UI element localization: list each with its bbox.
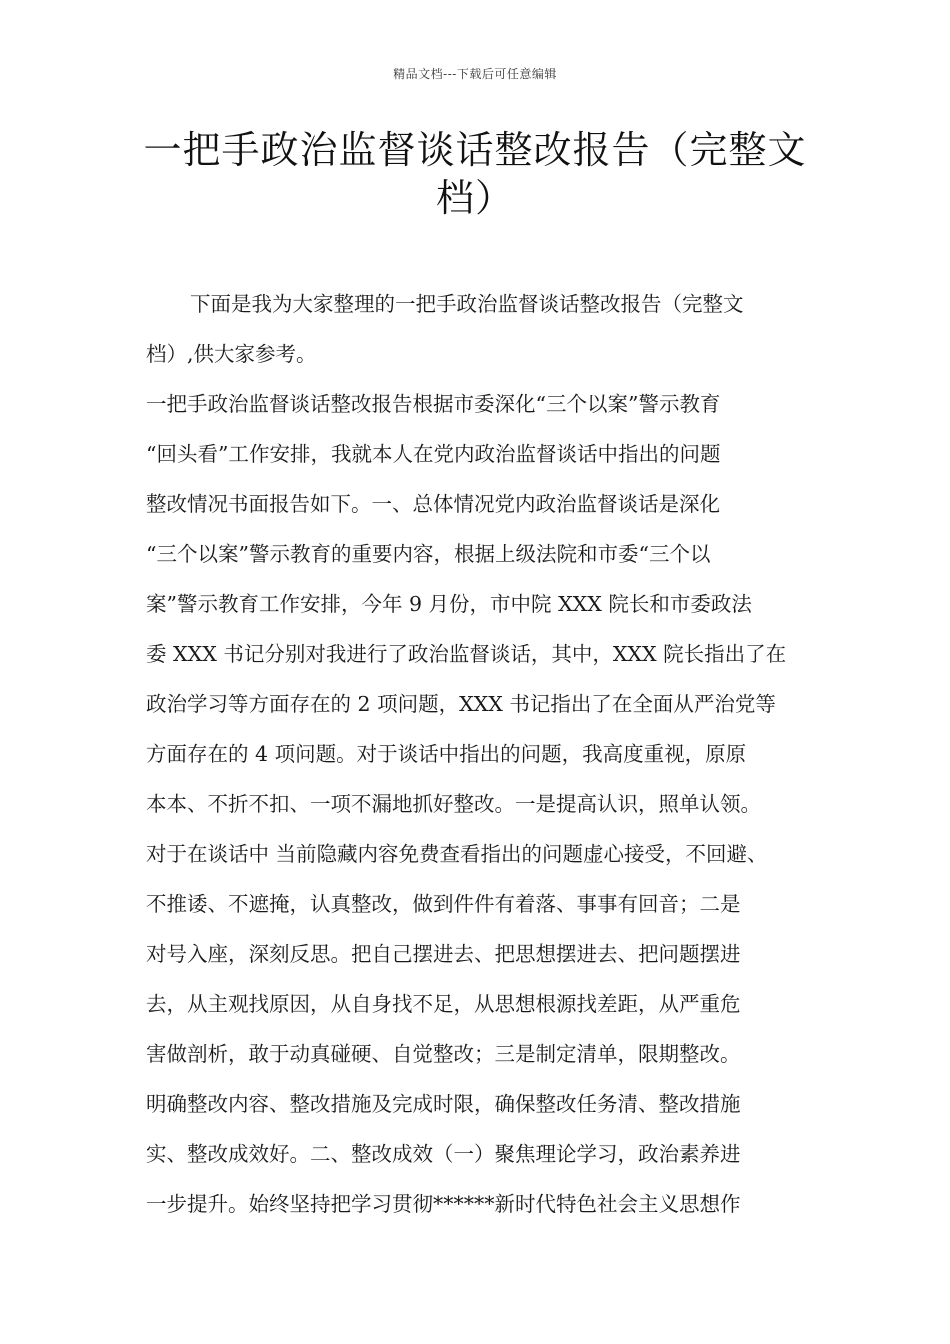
body-line: “回头看”工作安排，我就本人在党内政治监督谈话中指出的问题 [146, 442, 721, 466]
body-line: 害做剖析，敢于动真碰硬、自觉整改；三是制定清单，限期整改。 [146, 1042, 741, 1066]
body-line: 政治学习等方面存在的 2 项问题，XXX 书记指出了在全面从严治党等 [146, 692, 776, 716]
body-line: 对号入座，深刻反思。把自己摆进去、把思想摆进去、把问题摆进 [146, 942, 741, 966]
title-line-1: 一把手政治监督谈话整改报告（完整文 [143, 128, 807, 172]
body-line: 下面是我为大家整理的一把手政治监督谈话整改报告（完整文 [190, 292, 744, 316]
document-title [130, 126, 820, 222]
body-line: “三个以案”警示教育的重要内容，根据上级法院和市委“三个以 [146, 542, 711, 566]
header-note: 精品文档---下载后可任意编辑 [393, 67, 557, 81]
body-line: 方面存在的 4 项问题。对于谈话中指出的问题，我高度重视，原原 [146, 742, 747, 766]
body-line: 案”警示教育工作安排，今年 9 月份，市中院 XXX 院长和市委政法 [146, 592, 752, 616]
body-line: 明确整改内容、整改措施及完成时限，确保整改任务清、整改措施 [146, 1092, 741, 1116]
body-line: 整改情况书面报告如下。一、总体情况党内政治监督谈话是深化 [146, 492, 720, 516]
body-line: 不推诿、不遮掩，认真整改，做到件件有着落、事事有回音；二是 [146, 892, 741, 916]
body-line: 一把手政治监督谈话整改报告根据市委深化“三个以案”警示教育 [146, 392, 721, 416]
body-line: 档）,供大家参考。 [146, 342, 317, 366]
body-line: 一步提升。始终坚持把学习贯彻******新时代特色社会主义思想作 [146, 1192, 741, 1216]
body-line: 对于在谈话中 当前隐藏内容免费查看指出的问题虚心接受，不回避、 [146, 842, 768, 866]
document-body [146, 279, 826, 1229]
body-line: 本本、不折不扣、一项不漏地抓好整改。一是提高认识，照单认领。 [146, 792, 761, 816]
title-line-2: 档） [435, 176, 514, 220]
body-line: 去，从主观找原因，从自身找不足，从思想根源找差距，从严重危 [146, 992, 741, 1016]
body-line: 委 XXX 书记分别对我进行了政治监督谈话，其中，XXX 院长指出了在 [146, 642, 787, 666]
body-line: 实、整改成效好。二、整改成效（一）聚焦理论学习，政治素养进 [146, 1142, 741, 1166]
